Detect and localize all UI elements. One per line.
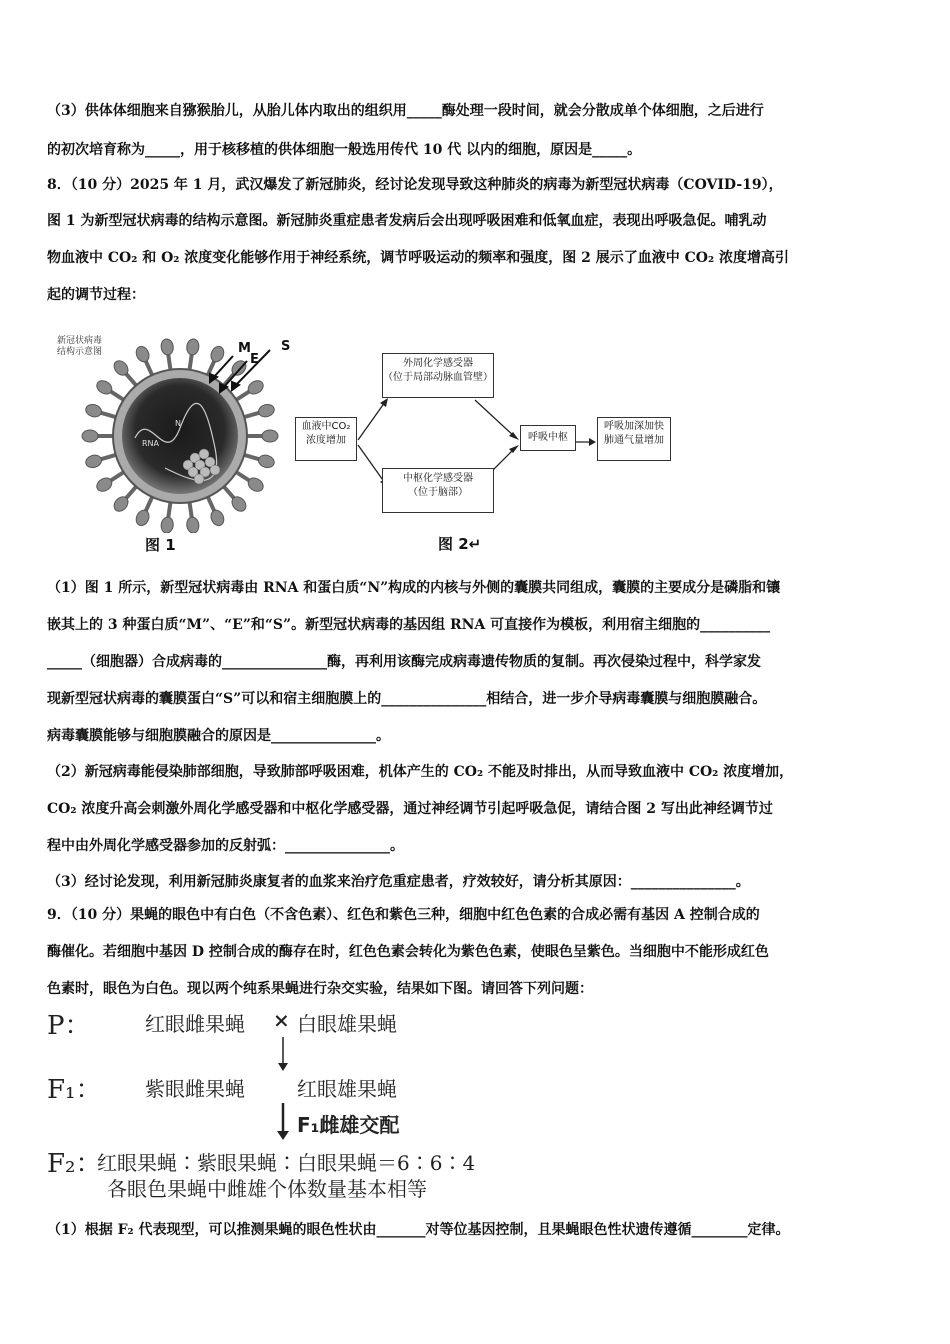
spike-head: [134, 344, 152, 364]
text-line: 的初次培育称为_____，用于核移植的供体细胞一般选用传代 10 代 以内的细胞，原因是_____。: [47, 142, 642, 158]
virus-core: [122, 378, 238, 494]
text-line: 现新型冠状病毒的囊膜蛋白“S”可以和宿主细胞膜上的_______________相结合，进一步介导病毒囊膜与细胞膜融合。: [47, 691, 767, 707]
f1-male: 红眼雄果蝇: [297, 1077, 397, 1101]
text-line: CO₂ 浓度升高会刺激外周化学感受器和中枢化学感受器，通过神经调节引起呼吸急促，请结合图 2 写出此神经调节过: [47, 801, 773, 817]
figure-2-caption: 图 2↵: [438, 535, 482, 553]
spike-head: [134, 508, 152, 528]
node-peripheral-receptor: 外周化学感受器 （位于局部动脉血管壁）: [382, 353, 494, 398]
spike-head: [257, 453, 276, 469]
text-line: 程中由外周化学感受器参加的反射弧：_______________。: [47, 838, 404, 854]
figure-1: [55, 328, 305, 560]
figure-2: [290, 345, 710, 560]
text-line: （2）新冠病毒能侵染肺部细胞，导致肺部呼吸困难，机体产生的 CO₂ 不能及时排出，从而导致血液中 CO₂ 浓度增加，: [47, 764, 794, 780]
virus-diagram: [55, 328, 305, 533]
spike-head: [186, 338, 200, 356]
f1-female: 紫眼雌果蝇: [145, 1077, 245, 1101]
node-central-receptor: 中枢化学感受器 （位于脑部）: [382, 468, 494, 513]
text-line: （1）根据 F₂ 代表现型，可以推测果蝇的眼色性状由_______对等位基因控制，且果蝇眼色性状遗传遵循________定律。: [47, 1222, 790, 1238]
label-e: E: [250, 352, 259, 367]
text-line: 物血液中 CO₂ 和 O₂ 浓度变化能够作用于神经系统，调节呼吸运动的频率和强度，图 2 展示了血液中 CO₂ 浓度增高引: [47, 250, 789, 266]
spike-head: [160, 338, 174, 356]
spike-head: [257, 403, 276, 419]
arrow-to-f1: [273, 1035, 293, 1075]
node-blood-co2: 血液中CO₂ 浓度增加: [295, 417, 357, 461]
f2-note: 各眼色果蝇中雌雄个体数量基本相等: [107, 1177, 427, 1201]
figure-1-title: 新冠状病毒 结构示意图: [57, 336, 103, 357]
label-rna: RNA: [142, 439, 160, 448]
text-line: 酶催化。若细胞中基因 D 控制合成的酶存在时，红色色素会转化为紫色色素，使眼色呈紫色。当细胞中不能形成红色: [47, 944, 769, 960]
label-s: S: [281, 339, 291, 354]
figure-1-caption: 图 1: [145, 536, 176, 554]
spike-head: [82, 430, 98, 442]
p-male: 白眼雄果蝇: [297, 1012, 397, 1036]
spike-head: [160, 516, 174, 533]
node-result: 呼吸加深加快 肺通气量增加: [597, 417, 671, 461]
label-m: M: [238, 341, 251, 356]
text-line: （3）经讨论发现，利用新冠肺炎康复者的血浆来治疗危重症患者，疗效较好，请分析其原因：_______________。: [47, 874, 750, 890]
f1-label: F₁：: [47, 1075, 102, 1105]
text-line: 色素时，眼色为白色。现以两个纯系果蝇进行杂交实验，结果如下图。请回答下列问题：: [47, 981, 593, 997]
text-line: 起的调节过程：: [47, 287, 145, 303]
question-8-heading: 8．（10 分）2025 年 1 月，武汉爆发了新冠肺炎，经讨论发现导致这种肺炎的病毒为新型冠状病毒（COVID-19），: [47, 177, 783, 193]
text-line: （1）图 1 所示，新型冠状病毒由 RNA 和蛋白质“N”构成的内核与外侧的囊膜共同组成，囊膜的主要成分是磷脂和镶: [47, 580, 781, 596]
spike-head: [84, 453, 103, 469]
text-line: 嵌其上的 3 种蛋白质“M”、“E”和“S”。新型冠状病毒的基因组 RNA 可直接作为模板，利用宿主细胞的__________: [47, 617, 771, 633]
text-line: （3）供体体细胞来自猕猴胎儿，从胎儿体内取出的组织用_____酶处理一段时间，就会分散成单个体细胞，之后进行: [47, 103, 764, 119]
cross-diagram: [45, 1005, 505, 1205]
spike-head: [186, 516, 200, 533]
p-label: P：: [47, 1011, 91, 1041]
text-line: 病毒囊膜能够与细胞膜融合的原因是_______________。: [47, 728, 390, 744]
cross-symbol: ×: [273, 1008, 290, 1032]
spike-head: [262, 430, 278, 442]
label-n: N: [175, 419, 181, 428]
f2-ratio: 红眼果蝇∶紫眼果蝇∶白眼果蝇＝6∶6∶4: [97, 1151, 476, 1175]
spike-head: [84, 403, 103, 419]
spike-head: [209, 508, 227, 528]
p-female: 红眼雌果蝇: [145, 1012, 245, 1036]
spike-head: [209, 344, 227, 364]
f1-mating: F₁雌雄交配: [297, 1113, 400, 1137]
node-respiratory-center: 呼吸中枢: [520, 425, 576, 451]
text-line: 图 1 为新型冠状病毒的结构示意图。新冠肺炎重症患者发病后会出现呼吸困难和低氧血症，表现出呼吸急促。哺乳动: [47, 213, 767, 229]
arrow-to-f2: [273, 1101, 293, 1143]
question-9-heading: 9．（10 分）果蝇的眼色中有白色（不含色素）、红色和紫色三种，细胞中红色色素的合成必需有基因 A 控制合成的: [47, 907, 760, 923]
f2-label: F₂：: [47, 1149, 102, 1179]
text-line: _____（细胞器）合成病毒的_______________酶，再利用该酶完成病毒遗传物质的复制。再次侵染过程中，科学家发: [47, 654, 761, 670]
